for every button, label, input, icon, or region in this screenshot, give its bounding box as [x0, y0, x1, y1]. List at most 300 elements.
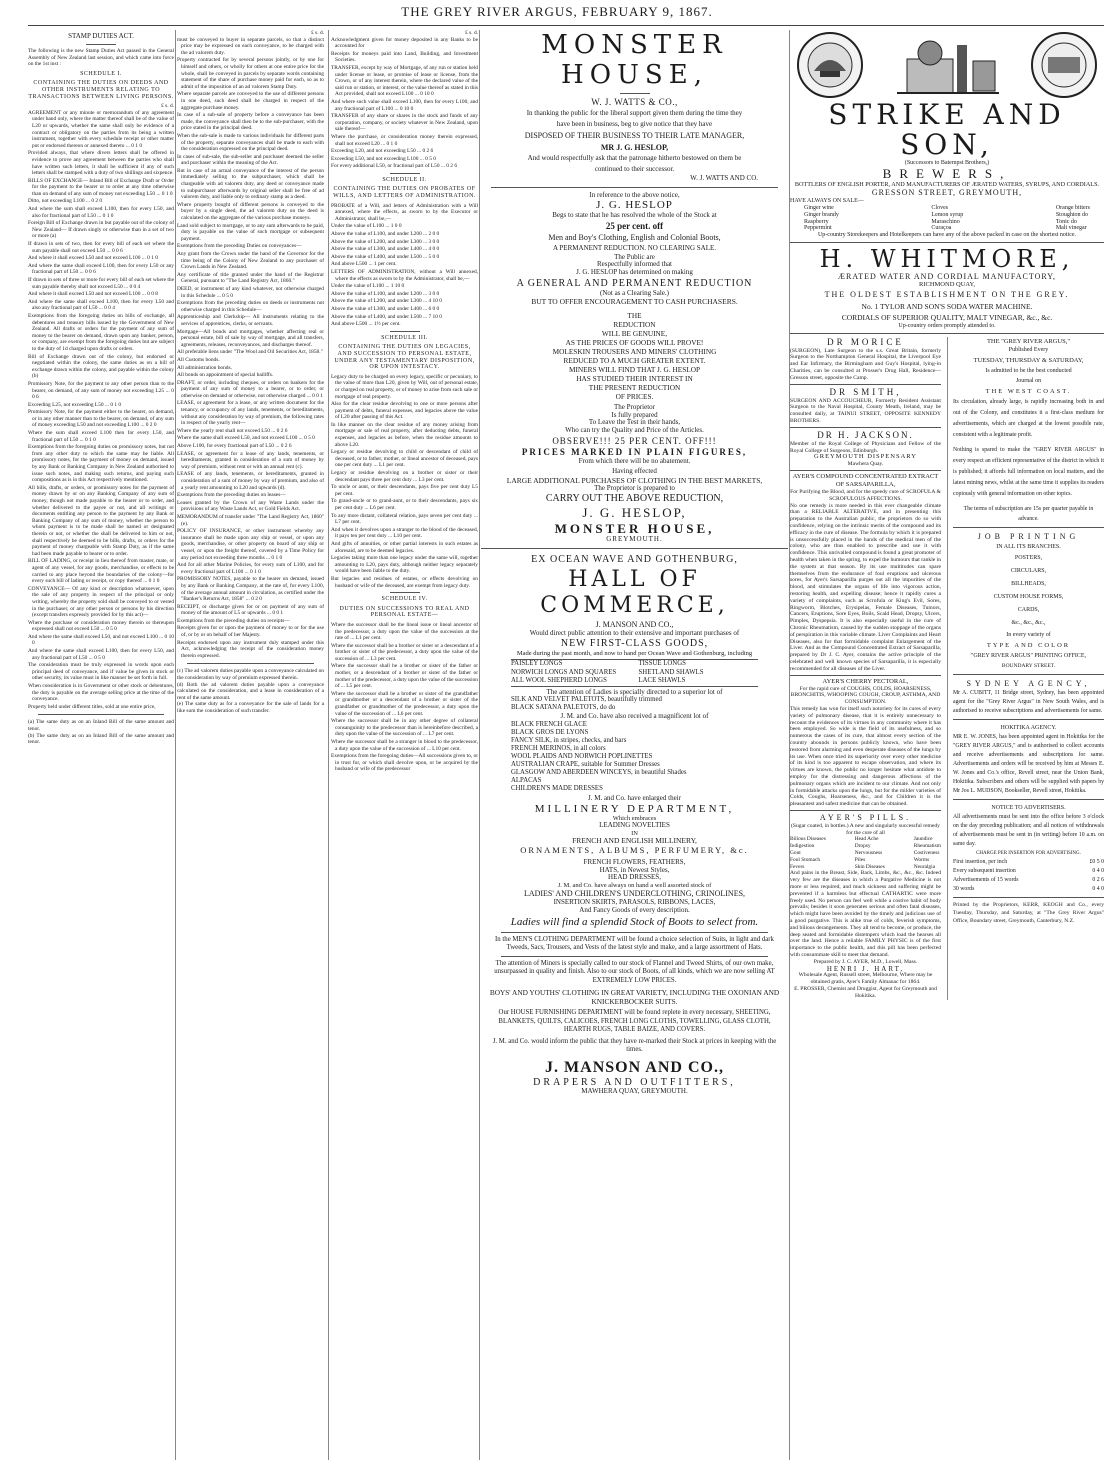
schedule-subheading: CONTAINING THE DUTIES ON DEEDS AND OTHER INSTRUMENTS RELATING TO TRANSACTIONS BETWEEN LIVING PERSONS.	[28, 80, 174, 100]
machine-illustration-icon	[887, 31, 1007, 99]
masthead-text: THE GREY RIVER ARGUS, FEBRUARY 9, 1867.	[401, 4, 713, 19]
currency-heads: £ s. d.	[161, 103, 174, 110]
ad-text: For Purifying the Blood, and for the speedy cure of SCROFULA & SCROFULOUS AFFECTIONS.	[790, 489, 941, 502]
masthead	[0, 4, 1114, 26]
ad-text: RICHMOND QUAY,	[919, 281, 975, 289]
goods-right	[639, 660, 759, 686]
ad-text: (SURGEON), Late Surgeon to the s.s. Great Britain, formerly Surgeon to the Northampton General Hospital, the Liverpool Eye and Ear Infirmary, the Birmingham and Guy's Hospital, lying-in Charities, can be consulted at Prosser's Drug Hall, Residence—Gresson street, opposite the Camp.	[790, 347, 941, 381]
ad-headline: EX OCEAN WAVE AND GOTHENBURG,	[531, 553, 738, 565]
currency-heads: £ s. d.	[465, 30, 478, 36]
ad-text: Up-country orders promptly attended to.	[898, 322, 996, 329]
list-item: Receipts for moneys paid into Land, Building, and Investment Societies.	[331, 50, 478, 64]
ad-text: This remedy has won for itself such notoriety for its cures of every variety of pulmonary disease, that it is entirely unnecessary to recount the evidences of its virtues in any community where it has been employed. So wide is the field of its usefulness, and so numerous the cases of its cure, that almost every section of the country abounds in persons publicly known, who have been restored from alarming and even desperate diseases of the lungs by its use. When once tried its superiority over every other medicine of its kind is too apparent to escape observation, and where its virtues are known, the public no longer hesitate what antidote to employ for the distressing and dangerous affections of the pulmonary organs which are incident to our climate. And not only in formidable attacks upon the lungs, but for the milder varieties of Colds, Coughs, Hoarseness, &c., and for Children it is the pleasantest and safest medicine that can be obtained.	[790, 705, 941, 808]
list-item: must be conveyed to buyer in separate parcels, so that a distinct price may be expressed on each conveyance, to be charged with the ad valorem duty.	[177, 36, 324, 56]
divider	[790, 384, 941, 385]
list-item: Leases granted by the Crown of any Waste Lands under the provisions of any Waste Lands Act, or Gold Fields Act.	[177, 499, 324, 513]
imprint: Printed by the Proprietors, KERR, KEOGH and Co., every Tuesday, Thursday, and Saturday, at "The Grey River Argus" Office, Boundary street, Greymouth, Canterbury, N.Z.	[953, 901, 1104, 924]
ad-caps-list	[481, 311, 788, 401]
list-item: In cases of sub-sale, the sub-seller and purchaser deemed the seller and purchaser within the meaning of the Act.	[177, 153, 324, 167]
ad-title: AYER'S CHERRY PECTORAL,	[822, 677, 909, 685]
list-item: Above the value of L300, and under L400 ... 4 0 0	[331, 246, 440, 253]
divider	[790, 242, 1104, 243]
ad-text: (Successors to Batempst Brothers,)	[904, 160, 990, 166]
ad-text: All advertisements must be sent into the office before 3 o'clock on the day preceding publication; and all notices of withdrawals of advertisements must be sent in (in writing) before 10 a.m. on same day.	[953, 813, 1104, 847]
list-item: PROMISSORY NOTES, payable to the bearer on demand, issued by any Bank or Banking Company, at the rate of, for every L100, of the average annual amount in circulation, as certified under the "Banker's Returns Act, 1858" ... 0 2 0	[177, 576, 324, 603]
ad-text: Wholesale Agent, Russell street, Melbourne, Where may be obtained gratis, Ayer's Family Almanac for 1864.	[798, 972, 933, 986]
list-item: All Customs bonds.	[177, 356, 220, 363]
rate-label: Every subsequent insertion	[953, 867, 1016, 874]
ad-headline: CARRY OUT THE ABOVE REDUCTION,	[545, 493, 724, 505]
list-item: TISSUE LONGS	[638, 660, 686, 668]
list-item: Above the value of L400, and under L500 ... 5 0 0	[331, 253, 440, 260]
ad-text: TYPE AND COLOR	[986, 641, 1071, 649]
list-item: Cloves	[931, 205, 949, 212]
ad-text: "GREY RIVER ARGUS" PRINTING OFFICE,	[970, 652, 1087, 659]
list-item: DRAFT, or order, including cheques, or orders on bankers for the payment of any sum of money to a bearer, or to order, or otherwise on demand or otherwise, not otherwise charged ... 0 0 1	[177, 379, 324, 399]
ad-text: Member of the Royal College of Physicians and Fellow of the Royal College of Surgeons, Edinburgh.	[790, 440, 941, 454]
ad-text: In the MEN'S CLOTHING DEPARTMENT will be found a choice selection of Suits, in light and dark Tweeds, Sacs, Trousers, and Vests of the latest style and make, and a large assortment of Hats.	[495, 935, 774, 951]
list-item: Under the value of L100 ... 1 10 0	[331, 283, 405, 290]
divider	[790, 333, 1104, 334]
ad-text: SILK AND VELVET PALETOTS, beautifully trimmed	[511, 696, 662, 704]
ad-text: Would direct public attention to their extensive and important purchases of	[529, 628, 740, 637]
ad-text: ÆRATED WATER AND CORDIAL MANUFACTORY,	[837, 272, 1057, 282]
ad-text: Journal on	[1015, 377, 1042, 384]
list-item: (a) The same duty as on an Inland Bill of the same amount and tenor.	[28, 719, 174, 732]
list-item: If drawn in sets of two, then for every bill of each set where the sum payable shall not exceed L50 ... 0 0 6	[28, 241, 174, 254]
list-item: Costiveness	[913, 850, 940, 857]
two-column-ads	[790, 337, 1104, 1000]
ad-text: Mr A. CUBITT, 11 Bridge street, Sydney, has been appointed agent for the "Grey River Argus" in New South Wales, and is authorised to receive subscriptions and advertisements for same.	[953, 689, 1104, 714]
list-item: Also for the clear residue devolving to one or more persons after payment of debts, funeral expenses, and legacies above the value of L20 after passing of this Act.	[331, 401, 478, 421]
list-item: Jaundice	[913, 836, 933, 843]
ad-text: The attention of Ladies is specially directed to a superior lot of	[546, 687, 723, 696]
column-stamp-duties	[28, 30, 174, 1460]
seal-emblem-icon	[1024, 31, 1104, 99]
pills-list	[790, 836, 941, 870]
column-divider	[479, 30, 480, 1460]
column-monster-house	[481, 30, 788, 1460]
ad-text: The Public are	[614, 252, 655, 261]
list-item: Lemon syrup	[931, 211, 964, 218]
ad-text: Nothing is spared to make the "GREY RIVER ARGUS" in every respect an efficient representative of the district in which it is published; it affords full information on local matters, and the latest mining news, whilst at the same time it supplies its readers copiously with general information on other topics.	[953, 446, 1104, 497]
ad-text: LARGE ADDITIONAL PURCHASES OF CLOTHING IN THE BEST MARKETS,	[506, 475, 763, 485]
ad-text: J. M. and Co. have always on hand a well assorted stock of	[557, 881, 712, 889]
list-item: And where such value shall exceed L100, then for every L100, and any fractional part of L100 ... 0 10 0	[331, 98, 478, 112]
column-stamp-duties-cont	[177, 30, 324, 1460]
list-item: PROBATE of a Will, and letters of Administration with a Will annexed, where the effects, as sworn to by the Executor or Administrator, shall be,—	[331, 202, 478, 222]
list-item: WILL BE GENUINE,	[601, 329, 668, 339]
list-item: Property contracted for by several persons jointly, or by one for himself and others, or wholly for others at one entire price for the whole, shall be conveyed in parcels by separate words containing statement of the share of purchase money paid for each, so as to admit of the imposition of an ad valorem Stamp Duty.	[177, 57, 324, 90]
list-item: Bill of Exchange drawn out of the colony, but endorsed or negotiated within the colony, the same duties as on a bill of exchange drawn within the colony, and payable within the colony (b)	[28, 353, 174, 380]
ad-headline: BREWERS,	[882, 165, 1012, 181]
list-item: Indigestion	[790, 843, 815, 850]
list-item: GLASGOW AND ABERDEEN WINCEYS, in beautiful Shades	[511, 768, 687, 776]
divider	[38, 714, 164, 715]
list-item: Property held under different titles, sold at one entire price,	[28, 703, 156, 710]
list-item: MEMORANDUM of transfer under "The Land Registry Act, 1860" (e).	[177, 513, 324, 527]
ad-text: (Sugar coated, in bottles.) A new and singularly successful remedy for the cure of all	[791, 822, 940, 836]
list-item: Ginger brandy	[804, 211, 839, 218]
list-item: Promissory Note, for the payment either to the bearer, on demand, or in any other manner than to the bearer, on demand, of any sum of money exceeding L50 and not exceeding L100 ... 0 2 0	[28, 409, 174, 429]
ad-text: GREYMOUTH DISPENSARY	[814, 453, 917, 461]
list-item: Where the successor shall be a brother or sister or a descendant of a brother or sister of the predecessor, a duty upon the value of the succession of ... L3 per cent.	[331, 642, 478, 662]
list-item: (e) The same duty as for a conveyance for the sale of lands for a like sum the consideration of such transfer.	[177, 701, 324, 714]
list-item: BLACK GROS DE LYONS	[511, 728, 589, 736]
rate-table	[953, 858, 1104, 894]
divider	[953, 799, 1104, 800]
list-item: Promissory Note, for the payment to any other person than to the bearer, on demand, of any sum of money not exceeding L25 ... 0 0 6	[28, 380, 174, 401]
list-item: If drawn in sets of three or more for every bill of each set where the sum payable thereby shall not exceed L50 ... 0 0 4	[28, 277, 174, 290]
list-item: For every additional L50, or fractional part of L50 ... 0 2 6	[331, 163, 458, 170]
list-item: And where it shall exceed L50 and not exceed L100 ... 0 0 8	[28, 291, 158, 298]
list-item: But legacies and residues of estates, or effects devolving on husband or wife of the deceased, are exempt from legacy duty.	[331, 575, 478, 589]
list-item: When consideration is in Government or other stock or debentures, the duty is payable on the average selling price at the time of the conveyance.	[28, 683, 174, 703]
ad-text: To Leave the Test in their hands,	[588, 418, 681, 427]
list-item: Orange bitters	[1055, 205, 1090, 212]
list-item: Piles	[854, 856, 866, 863]
rate-label: Advertisements of 15 words	[953, 876, 1019, 883]
ad-text: The Proprietor is prepared to	[594, 483, 675, 492]
ad-title: AYER'S COMPOUND CONCENTRATED EXTRACT OF SARSAPARILLA,	[792, 473, 939, 489]
list-item: LETTERS OF ADMINISTRATION, without a Will annexed, where the effects as sworn to by the Administrator, shall be,—	[331, 269, 478, 282]
ad-text: BOTTLERS OF ENGLISH PORTER, AND MANUFACTURERS OF ÆRATED WATERS, SYRUPS, AND CORDIALS.	[794, 180, 1100, 188]
list-item: AUSTRALIAN CRAPE, suitable for Summer Dresses	[511, 760, 660, 768]
list-item: Legacy or residue devolving on a brother or sister or their descendant pays three per cent duty ... L3 per cent.	[331, 470, 478, 483]
ad-text: Our HOUSE FURNISHING DEPARTMENT will be found replete in every necessary, SHEETING, BLANKETS, QUILTS, CALICOES, FRENCH LONG CLOTHS, TOWELLING, GLASS CLOTH, HEARTH RUGS, TABLE BAIZE, AND COVERS.	[498, 1009, 771, 1033]
ad-text: The attention of Miners is specially called to our stock of Flannel and Tweed Shirts, of our own make, unsurpassed in quality and finish. Also to our stock of Boots, of all kinds, which we are now selling AT EXTREMELY LOW PRICES.	[494, 959, 775, 984]
ad-name: JOB PRINTING	[977, 531, 1080, 541]
list-item: Exemptions from the foregoing duties on promissory notes, but not from any other duty to which the same may be liable. All promissory notes, for the payment of money on demand, issued by any Bank or Banking Company in New Zealand authorised to issue such notes, and making such returns, and paying such compositions as is in this Act respectively mentioned.	[28, 444, 174, 484]
list-item: And where the same shall exceed L50, and not exceed L100 ... 0 10 0	[28, 633, 174, 647]
list-item: BLACK FRENCH GLACE	[511, 720, 587, 728]
ad-text: LADIES' AND CHILDREN'S UNDERCLOTHING, CRINOLINES,	[523, 889, 746, 899]
divider	[481, 548, 788, 549]
ad-text: CHARGE PER INSERTION FOR ADVERTISING.	[976, 850, 1081, 856]
list-item: AS THE PRICES OF GOODS WILL PROVE!	[565, 338, 704, 348]
list-item: In case of a sub-sale of property before a conveyance has been made, the conveyance shall then be to the sub-purchaser, with the price stated in the principal deed.	[177, 112, 324, 132]
ad-text: J. M. and Co. would inform the public that they have re-marked their Stock at prices in keeping with the times.	[492, 1037, 777, 1053]
entry-list	[177, 37, 324, 660]
column-schedules	[331, 30, 478, 1460]
ad-observe: OBSERVE!!! 25 PER CENT. OFF!!!	[552, 435, 717, 446]
list-item: Curaçoa	[931, 225, 952, 232]
medal-emblem-icon	[790, 31, 870, 99]
divider	[953, 674, 1104, 675]
list-item: CONVEYANCE— Of any kind or description whatsoever, upon the sale of any property in respect of the principal or only writing, whereby the property sold shall be conveyed to or vested in the purchaser, or any other person or persons by his direction (except transfers expressly provided for by this act)—	[28, 585, 174, 619]
ad-headline: MILLINERY DEPARTMENT,	[534, 802, 735, 815]
ad-text: The Proprietor	[613, 403, 655, 412]
list-item: BILLS OF EXCHANGE— Inland Bill of Exchange Draft or Order for the payment to the bearer or to order at any time otherwise than on demand of any sum of money not exceeding L50 ... 0 1 0	[28, 177, 174, 197]
list-item: And gifts of annuities, or other partial interests in such estates as aforesaid, are to be deemed legacies.	[331, 540, 478, 554]
ad-text: J. M. and Co. have enlarged their	[588, 793, 681, 802]
ad-text: J. G. HESLOP has determined on making	[576, 267, 693, 276]
list-item: Acknowledgment given for money deposited in any Banks to be accounted for	[331, 36, 478, 50]
list-item: RECEIPT, or discharge given for or on payment of any sum of money of the amount of L5 or upwards ... 0 0 1	[177, 603, 324, 617]
list-item: Apprenticeship and Clerkship— All instruments relating to the services of apprentices, clerks, or servants.	[177, 314, 324, 327]
list-item: Exceeding L25, not exceeding L50 ... 0 1 0	[28, 401, 122, 408]
list-item: NORWICH LONGS AND SQUARES	[511, 668, 617, 676]
list-item: Above L100, for every fractional part of L50 ... 0 2 6	[177, 443, 292, 450]
footnotes	[177, 668, 324, 714]
list-item: FANCY SILK, in stripes, checks, and bars	[511, 736, 627, 744]
divider	[501, 932, 768, 933]
ad-title-monster-house: MONSTER HOUSE,	[541, 30, 728, 90]
list-item: Land sold subject to mortgage, or to any sum afterwards to be paid, duty is payable on the value of such mortgage or subsequent payment.	[177, 222, 324, 242]
list-item: AGREEMENT or any minute or memorandum of any agreement under hand only, where the matter thereof shall be of the value of L20 or upwards, whether the same shall only be evidence of a contract or obligatory on the parties from its being a written instrument, together with every schedule receipt or other matter put or endorsed thereon or annexed thereto ... 0 1 0	[28, 109, 174, 149]
ad-text: BLACK SATANA PALETOTS, do do	[511, 703, 616, 711]
list-item: And for all other Marine Policies, for every sum of L100, and for every fractional part of L100 ... 0 1 0	[177, 562, 324, 575]
rate-value: 0 4 0	[1092, 885, 1104, 892]
ad-place: MAWHERA QUAY, GREYMOUTH.	[581, 1086, 688, 1095]
schedule-subheading: DUTIES ON SUCCESSIONS TO REAL AND PERSONAL ESTATE—	[339, 605, 470, 619]
footnotes	[28, 719, 174, 745]
list-item: Exemptions from the preceding duties on receipts—	[177, 617, 290, 624]
list-item: And above L500 ... 1½ per cent.	[331, 321, 401, 328]
ad-title: AYER'S PILLS.	[819, 812, 912, 822]
ad-text: THE WEST COAST.	[985, 387, 1072, 395]
currency-heads: £ s. d.	[311, 30, 324, 36]
list-item: And where the sum shall exceed L100, then for every L50, and also for fractional part of L50 ... 0 1 0	[28, 206, 174, 219]
list-item: Raspberry	[804, 218, 829, 225]
list-item: TRANSFER of any share or shares in the stock and funds of any corporation, company, or society whatever in New Zealand, upon sale thereof—	[331, 113, 478, 133]
ad-text: continued to their successor.	[594, 165, 675, 173]
list-item: Provided always, that where divers letters shall be offered in evidence to prove any agreement between the parties who shall have written such letters, it shall be sufficient if any of such letters shall be stamped with a duty of two shillings and sixpence.	[28, 150, 174, 177]
divider	[790, 810, 941, 811]
list-item: Any grant from the Crown under the hand of the Governor for the time being of the Colony of New Zealand to any purchaser of Crown Lands in New Zealand.	[177, 251, 324, 271]
list-item: Exemptions from the preceding duties on leases—	[177, 492, 286, 499]
list-item: Legacy duty to be charged on every legacy, specific or pecuniary, to the value of more than L20, given by Will, out of personal estate, or charged on real property, or of money to arise from such sale or mortgage of real property.	[331, 373, 478, 400]
list-item: CARDS,	[1017, 606, 1040, 613]
ad-text: BOUNDARY STREET.	[1001, 662, 1056, 669]
sale-col	[1056, 205, 1090, 232]
divider	[790, 427, 941, 428]
list-item: Where the successor shall be a brother or sister of the grandfather or grandmother or a descendant of a brother or sister of the grandfather or grandmother of the predecessor, a duty upon the value of the succession of ... L6 per cent.	[331, 690, 478, 717]
column-divider	[175, 30, 176, 1460]
rate-row	[953, 867, 1104, 876]
list-item: THE	[627, 311, 642, 321]
list-item: Nervousness	[854, 850, 883, 857]
list-item: (d) Both the ad valorem duties payable upon a conveyance calculated on the consideration, and a lease in consideration of a rent of the same amount.	[177, 681, 324, 701]
list-item: To uncle or aunt, or their descendants, pays five per cent duty L5 per cent.	[331, 484, 478, 497]
list-item: All bills, drafts, or orders, or promissory notes for the payment of money drawn by or on any Banking Company of any sum of money, though not made payable to the bearer or to order, and whether delivered to the payee or not, and all writings or documents entitling any person to the payment by any Bank or Banking Company of any sum of money, whether the person to whom payment is to be made shall be named or designated therein or not, or whether the shall be delivered to him or not, shall respectively be deemed to be bills, drafts, or orders for the payment of money chargeable with Stamp Duty, as if the same had been made payable to bearer or to order.	[28, 484, 174, 557]
pills-col	[914, 836, 941, 870]
list-item: Foreign Bill of Exchange drawn in but payable out of the colony of New Zealand— If drawn singly or otherwise than in a set of two or more (a)	[28, 220, 174, 240]
list-item: To any more distant, collateral relation, pays seven per cent duty ... L7 per cent.	[331, 512, 478, 526]
ad-name: DR SMITH,	[829, 386, 902, 397]
divider	[86, 44, 116, 45]
ad-text: Is admitted to be the best conducted	[985, 367, 1072, 374]
list-item: Malt vinegar	[1055, 225, 1087, 232]
list-item: Above the value of L100, and under L200 ... 2 0 0	[331, 231, 440, 238]
ad-text: have been in business, beg to give notice that they have	[556, 120, 713, 128]
list-item: Ditto, not exceeding L100 ... 0 2 0	[28, 198, 103, 205]
divider	[390, 173, 420, 174]
job-list	[953, 552, 1104, 630]
list-item: ALPACAS	[511, 776, 542, 784]
ad-name: J. G. HESLOP	[596, 199, 673, 212]
ad-text: GRESSON STREET, GREYMOUTH,	[871, 188, 1023, 198]
list-item: Where the sum shall exceed L100 then for every L50, and fractional part of L50 ... 0 1 0	[28, 430, 174, 443]
rate-row	[953, 858, 1104, 867]
divider	[953, 719, 1104, 720]
list-item: FRENCH MERINOS, in all colors	[511, 744, 606, 752]
ad-name: HENRI J. HART,	[826, 964, 905, 973]
list-item: And where the same shall exceed L100, then for every L50, and any fractional part of L50 ... 0 5 0	[28, 648, 174, 661]
list-item: LEASE, or agreement for a lease of any lands, tenements, or hereditaments, granted in consideration of a sum of money by way of premium, without rent or with an annual rent (c).	[177, 450, 324, 470]
list-item: All bonds on appointment of special bailiffs.	[177, 372, 274, 379]
ad-text: LEADING NOVELTIES	[599, 821, 670, 830]
fabric-list	[511, 721, 788, 793]
list-item: THE PRESENT REDUCTION	[588, 383, 681, 393]
list-item: Bilious Diseases	[790, 836, 826, 843]
ad-text: FRENCH AND ENGLISH MILLINERY,	[572, 836, 697, 846]
ad-firm: W. J. WATTS & CO.,	[591, 97, 678, 107]
list-item: And where it shall exceed L50 and not exceed L100 ... 0 1 0	[28, 255, 158, 262]
sale-list	[790, 205, 1104, 232]
ad-text: Begs to state that he has resolved the whole of the Stock at	[552, 211, 717, 220]
list-item: Above the value of L300, and under L400 ... 6 0 0	[331, 305, 440, 312]
ad-name: HOKITIKA AGENCY.	[1000, 724, 1057, 731]
ad-text: HATS, in Newest Styles,	[599, 865, 670, 874]
list-item: Above the value of L200, and under L300 ... 4 10 0	[331, 298, 442, 305]
list-item: (b) The same duty as on an Inland Bill of the same amount and tenor.	[28, 732, 174, 746]
list-item: PAISLEY LONGS	[511, 660, 563, 668]
schedule-heading: SCHEDULE III.	[381, 334, 428, 341]
list-item: Where the purchase or consideration money therein or thereupon expressed shall not exceed L50 ... 0 5 0	[28, 619, 174, 633]
list-item: And where the same shall exceed L100, then for every L50 and also any fractional part of L50 ... 0 0 4	[28, 298, 174, 312]
ad-text: Men and Boy's Clothing, English and Colonial Boots,	[548, 232, 721, 242]
list-item: Worms	[913, 856, 930, 863]
list-item: All administration bonds.	[177, 364, 232, 371]
ad-text: Made during the past month, and now to hand per Ocean Wave and Gothenburg, including	[516, 649, 753, 657]
ad-text: Who can try the Quality and Price of the Articles.	[565, 425, 704, 434]
ad-text: CORDIALS OF SUPERIOR QUALITY, MALT VINEGAR, &c., &c.	[841, 312, 1053, 322]
ad-text: No. 1 TYLOR AND SON'S SODA WATER MACHINE.	[861, 301, 1033, 311]
list-item: Exemptions from the preceding Duties on conveyances—	[177, 243, 302, 250]
list-item: OF PRICES.	[615, 392, 654, 402]
ad-text: MR E. W. JONES, has been appointed agent in Hokitika for the "GREY RIVER ARGUS," and is authorised to collect accounts and receive advertisements and subscriptions for same. Advertisements and orders will be received by him at Messrs E. W. Jones and Co.'s office, Revell street, near the Union Bank, Hokitika. Subscribers and others will be supplied with papers by Mr Jos L. MUDSON, Bookseller, Revell street, Hokitika.	[953, 733, 1104, 794]
list-item: Exceeding L20, and not exceeding L50 ... 0 2 6	[331, 148, 434, 155]
ad-text: IN	[631, 829, 638, 837]
list-item: Exemptions from the foregoing duties—All successions given to, or in trust for, or which shall devolve upon, or be acquired by the husband or wife of the predecessor	[331, 753, 478, 773]
list-item: Rheumatism	[913, 843, 941, 850]
ad-name: DR H. JACKSON.	[817, 429, 914, 440]
entry-list	[28, 110, 174, 711]
ad-name: J. G. HESLOP,	[582, 505, 687, 521]
ad-text: IN ALL ITS BRANCHES.	[996, 543, 1061, 550]
schedule-subheading: CONTAINING THE DUTIES ON PROBATES OF WILLS, AND LETTERS OF ADMINISTRATION.	[333, 186, 476, 200]
rate-row	[953, 876, 1104, 885]
ad-text: TUESDAY, THURSDAY & SATURDAY,	[973, 356, 1084, 364]
schedule-heading: SCHEDULE I.	[80, 70, 122, 77]
list-item: When the sub-sale is made to various individuals for different parts of the property, separate conveyances shall be made to each with the consideration expressed on the principal deed.	[177, 132, 324, 153]
right-ads	[947, 337, 1104, 1000]
list-item: TRANSFER, except by way of Mortgage, of any run or station held under license or lease, or promise of lease or license, from the Crown, or of any interest therein, where the declared value of the said run or station, or interest, or the value thereof as stated in this Act provided, shall not exceed L100 ... 0 10 0	[331, 64, 478, 98]
list-item: The consideration must be truly expressed in words upon each principal deed of conveyance, and if value be given in stock or other security, its value must in like manner be set forth in full.	[28, 662, 174, 682]
list-item: Above the value of L200, and under L300 ... 3 0 0	[331, 238, 440, 245]
list-item: Foul Stomach	[790, 856, 821, 863]
list-item: Legacy or residue devolving to child or descendant of child of deceased, or to father, mother, or lineal ancestor of deceased, pays one per cent duty ... L1 per cent.	[331, 449, 478, 469]
list-item: But in case of an actual conveyance of the interest of the person immediately selling to the subpurchaser, which shall be chargeable with ad valorem duty, any deed or conveyance made to subpurchaser afterwards by original seller shall be free of ad valorem duty, and liable only to ordinary stamp as a deed.	[177, 167, 324, 201]
list-item: REDUCTION	[613, 320, 656, 330]
ad-text: And pains in the Breast, Side, Back, Limbs, &c., &c., &c. Indeed very few are the diseases in which a Purgative Medicine is not more or less required, and much sickness and suffering might be prevented if a harmless but effectual CATHARTIC were more freely used. No person can feel well while a costive habit of body prevails; besides it soon generates serious and often fatal diseases, which might have been avoided by the timely and judicious use of a good purgative. This is alike true of colds, feverish symptoms, and bilious derangements. They all tend to become, or produce, the deep seated and formidable distempers which load the hearses all over the land. Hence a reliable FAMILY PHYSIC is of the first importance to the public health, and this pill has been perfected with consummate skill to meet that demand.	[790, 870, 941, 959]
list-item: Where the yearly rent shall not exceed L50 ... 0 2 6	[177, 427, 288, 434]
ad-text: FRENCH FLOWERS, FEATHERS,	[583, 857, 686, 866]
ad-text: Up-country Storekeepers and Hotelkeepers can have any of the above packed in case on the shortest notice.	[817, 232, 1077, 239]
ad-discount: 25 per cent. off	[605, 220, 664, 231]
list-item: HAS STUDIED THEIR INTEREST IN	[576, 374, 693, 384]
ad-text: ORNAMENTS, ALBUMS, PERFUMERY, &c.	[520, 844, 749, 855]
list-item: Ginger wine	[804, 205, 834, 212]
ad-text: THE OLDEST ESTABLISHMENT ON THE GREY.	[824, 289, 1070, 299]
list-item: WOOL PLAIDS AND NORWICH POPLINETTES	[511, 752, 653, 760]
list-item: To grand-uncle or to grand-aunt, or to their descendants, pays six per cent duty ... L6 per cent.	[331, 498, 478, 511]
ad-text: Prepared by J. C. AYER, M.D., Lowell, Mass.	[813, 958, 918, 965]
list-item: POLICY OF INSURANCE, or other instrument whereby any insurance shall be made upon any ship or vessel, or upon any goods, merchandise, or other property on board of any ship or vessel, or upon the freight thereof, covered by a Time Policy for any period not exceeding three months ... 0 1 0	[177, 528, 324, 561]
list-item: And when it devolves upon a stranger to the blood of the deceased, it pays ten per cent duty ... L10 per cent.	[331, 526, 478, 540]
ad-text: Is fully prepared	[611, 410, 658, 419]
list-item: Gout	[790, 850, 801, 857]
list-item: &c., &c., &c.,	[1011, 619, 1046, 626]
ad-text: INSERTION SKIRTS, PARASOLS, RIBBONS, LACES,	[553, 898, 716, 907]
list-item: BILL OF LADING, or receipt in lieu thereof from master, mate, or agent of any vessel, for any goods, merchandise, or effects to be carried to any place beyond the boundaries of the colony—for every such bill of lading or receipt, or copy thereof ... 0 1 0	[28, 558, 174, 585]
list-item: Where separate parcels are conveyed to the use of different persons in one deed, such deed shall be charged in respect of the aggregate purchase money.	[177, 91, 324, 111]
list-item: Above the value of L400, and under L500 ... 7 10 0	[331, 313, 442, 320]
ad-name: SYDNEY AGENCY,	[966, 678, 1091, 688]
list-item: Where the successor shall be the lineal issue or lineal ancestor of the predecessor, a duty upon the value of the succession at the rate of ... L1 per cent.	[331, 621, 478, 642]
list-item: Maraschino	[931, 218, 960, 225]
list-item: CIRCULARS,	[1010, 567, 1047, 574]
list-item: Above the value of L100, and under L200 ... 3 0 0	[331, 290, 440, 297]
ad-name: DR MORICE	[827, 336, 904, 347]
ad-text: E. PROSSER, Chemist and Druggist, Agent for Greymouth and Hokitika.	[794, 986, 937, 999]
list-item: LACE SHAWLS	[638, 677, 686, 685]
ad-headline: A GENERAL AND PERMANENT REDUCTION	[516, 277, 753, 289]
ad-text: DISPOSED OF THEIR BUSINESS TO THEIR LATE MANAGER,	[524, 131, 745, 140]
list-item: CUSTOM HOUSE FORMS,	[993, 593, 1064, 600]
ad-text: BUT TO OFFER ENCOURAGEMENT TO CASH PURCHASERS.	[531, 297, 738, 307]
entry-list	[331, 374, 478, 589]
ad-text: A PERMANENT REDUCTION. NO CLEARING SALE.	[552, 243, 716, 252]
ad-headline: NEW FIRST-CLASS GOODS,	[560, 637, 709, 649]
entry-list	[331, 203, 478, 328]
list-item: Where property bought of different persons is conveyed to the buyer by a single deed, the ad valorem duty on the deed is calculated on the aggregate of the various purchase moneys.	[177, 201, 324, 222]
ad-text: Mawhera Quay.	[847, 461, 884, 468]
ad-text: And Fancy Goods of every description.	[579, 905, 690, 914]
divider	[953, 527, 1104, 528]
list-item: Exemptions from the foregoing duties on bills of exchange, all debentures and treasury bills issued by the Government of New Zealand. All drafts or orders for the payment of any sum of money to the bearer on demand, drawn upon any banker, person, or company, are exempt from the foregoing duties but are subject to the duty of 1d charged upon drafts or orders.	[28, 312, 174, 352]
ad-text: BOYS' AND YOUTHS' CLOTHING IN GREAT VARIETY, INCLUDING THE OXONIAN AND KNICKERBOCKER SUITS.	[489, 988, 780, 1006]
divider	[620, 93, 650, 94]
list-item: In like manner on the clear residue of any money arising from mortgage or sale of real property, after deducting debts, funeral expenses, and legacies as before, when the residue amounts to above L20.	[331, 421, 478, 448]
rate-value: 0 2 6	[1092, 876, 1104, 883]
pills-col	[790, 836, 826, 870]
ad-headline: PRICES MARKED IN PLAIN FIGURES,	[521, 446, 748, 457]
rate-label: First insertion, per inch	[953, 858, 1008, 865]
list-item: Head Ache	[854, 836, 879, 843]
goods-table	[511, 659, 758, 687]
list-item: SHETLAND SHAWLS	[638, 668, 704, 676]
ad-text: The terms of subscription are 15s per quarter payable in advance.	[963, 505, 1094, 522]
rate-value: 0 4 0	[1092, 867, 1104, 874]
list-item: DEED, or instrument of any kind whatever, not otherwise charged in this Schedule ... 0 5 0	[177, 285, 324, 299]
list-item: POSTERS,	[1014, 554, 1043, 561]
ad-text: HAVE ALWAYS ON SALE—	[790, 198, 864, 205]
list-item: All preferable liens under "The Wool and Oil Securities Act, 1858."	[177, 349, 323, 356]
divider	[790, 470, 941, 471]
article-intro: The following is the new Stamp Duties Act passed in the General Assembly of New Zealand last session, and which came into force on the 1st inst :	[28, 48, 174, 68]
